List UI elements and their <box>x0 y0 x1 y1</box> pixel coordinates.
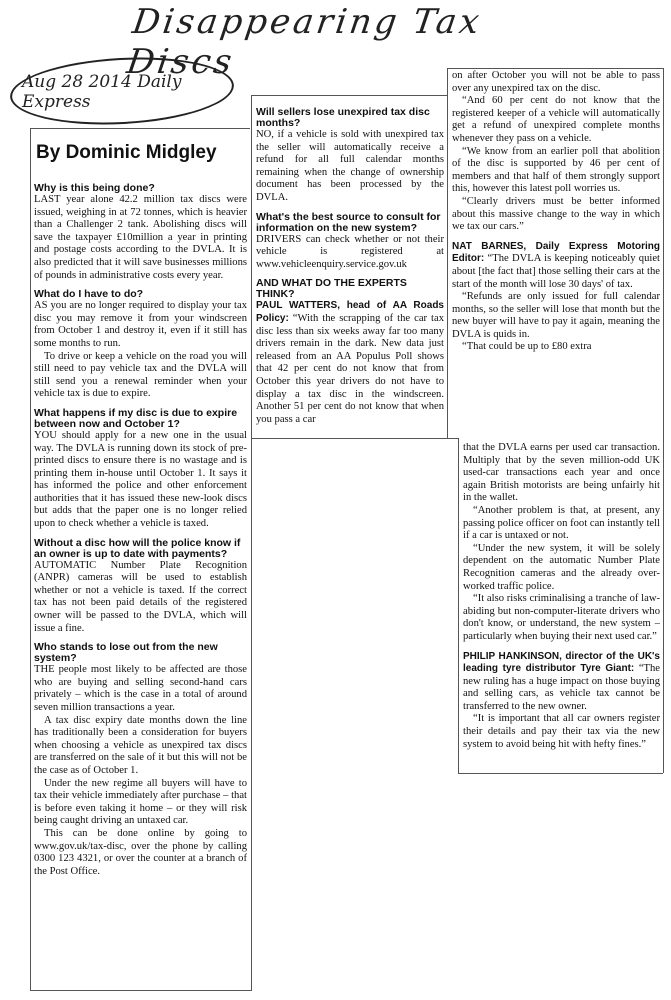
barnes-lead: NAT BARNES, Daily Express Motoring Editor: <box>452 240 660 265</box>
body-paragraph: “Clearly drivers must be better informed about this massive change to the way in which we tax our cars.” <box>452 195 660 233</box>
mid-rule-right <box>458 438 459 773</box>
hankinson-lead: PHILIP HANKINSON, director of the UK's leading tyre distributor Tyre Giant: <box>463 650 660 675</box>
handwritten-date: Aug 28 2014 Daily Express <box>22 72 182 112</box>
body-paragraph: “And 60 per cent do not know that the registered keeper of a vehicle will automatically get a refund of unexpired complete months whenever they pass on a vehicle. <box>452 95 660 144</box>
column-4 <box>463 442 660 770</box>
answer-paragraph: NO, if a vehicle is sold with unexpired tax the seller will automatically receive a refund for all full calendar months remaining when the change of ownership document has been processed by the DVLA. <box>256 129 444 203</box>
watters-lead: PAUL WATTERS, head of AA Roads Policy: <box>256 300 444 324</box>
column-divider-2 <box>447 68 448 438</box>
answer-paragraph: YOU should apply for a new one in the usual way. The DVLA is running down its stock of pre-printed discs to ensure there is no wastage and is printing them in-house until October 1. It says it has informed the police and other enforcement authorities that it has issued these new-look discs but adds that the paper one is no longer relied upon to check whether a vehicle is taxed. <box>34 429 247 530</box>
hankinson-paragraphs <box>463 713 660 751</box>
clipping-top-rule-2 <box>251 95 447 96</box>
body-paragraph: “It also risks criminalising a tranche of law-abiding but non-computer-literate drivers who don't know, or understand, the new system – particularly when buying their next used car.” <box>463 593 660 642</box>
answer-paragraph: LAST year alone 42.2 million tax discs were issued, weighing in at 72 tonnes, which is heavier than a Challenger 2 tank. Abolishing discs will save the taxpayer £10million a year in printing and postage costs according to the DVLA. It is also predicted that it will save businesses millions of pounds in administrative costs every year. <box>34 194 247 281</box>
question-heading: What's the best source to consult for information on the new system? <box>256 210 441 234</box>
bottom-right-rule <box>458 773 663 774</box>
barnes-quote <box>452 241 660 291</box>
body-paragraph: “Refunds are only issued for full calendar months, so the seller will lose that month but the new buyer will have to pay it again, meaning the DVLA is quids in. <box>452 291 660 340</box>
hankinson-quote <box>463 651 660 714</box>
column-divider-1 <box>251 95 252 990</box>
col3-paragraphs <box>452 70 660 234</box>
barnes-first: “The DVLA is keeping noticeably quiet about [the fact that] those selling their cars at the start of the month will lose 30 days' of tax. <box>452 253 660 290</box>
barnes-paragraphs <box>452 291 660 354</box>
question-heading: What do I have to do? <box>34 288 144 301</box>
body-paragraph: “Under the new system, it will be solely dependent on the automatic Number Plate Recognition cameras and the already over-worked traffic police. <box>463 542 660 592</box>
answer-paragraph: AUTOMATIC Number Plate Recognition (ANPR) cameras will be used to establish whether or not a vehicle is taxed. If the correct tax has not been paid details of the registered owner will be passed to the DVLA, which will issue a fine. <box>34 559 247 634</box>
byline-text: By Dominic Midgley <box>36 142 217 163</box>
body-paragraph: “It is important that all car owners register their details and pay their tax via the new system to avoid being hit with hefty fines.” <box>463 713 660 750</box>
hankinson-first: “The new ruling has a huge impact on those buying and selling cars, as vehicle tax cannot be transferred to the new owner. <box>463 663 660 712</box>
answer-paragraph: THE people most likely to be affected are those who are buying and selling second-hand cars privately – which is the case in a total of around seven million transactions a year. <box>34 664 247 713</box>
clipping-top-rule-3 <box>447 68 663 69</box>
qa-sections-col2 <box>256 107 444 271</box>
mid-rule <box>251 438 458 439</box>
handwritten-title: Disappearing Tax Discs <box>124 2 485 82</box>
question-heading: Will sellers lose unexpired tax disc months? <box>256 106 430 129</box>
body-paragraph: “That could be up to £80 extra <box>462 341 592 353</box>
watters-text: “With the scrapping of the car tax disc less than six weeks away far too many drivers remain in the dark. New data just released from an AA Populus Poll shows that 42 per cent do not know that from October this year drivers do not have to display a tax disc in the windscreen. Another 51 per cent do not know that when you pass a car <box>256 312 444 425</box>
right-rule <box>663 68 664 773</box>
answer-paragraph: Under the new regime all buyers will have to tax their vehicle immediately after purchase – that is before even taking it home – or they will risk being caught driving an untaxed car. <box>34 777 247 827</box>
body-paragraph: on after October you will not be able to pass over any unexpired tax on the disc. <box>452 70 660 94</box>
column-1 <box>34 176 247 986</box>
body-paragraph: “We know from an earlier poll that abolition of the disc is supported by 46 per cent of members and that half of them strongly support this, however this latest poll worries us. <box>452 145 660 195</box>
question-heading: Without a disc how will the police know if an owner is up to date with payments? <box>34 536 241 560</box>
answer-paragraph: DRIVERS can check whether or not their vehicle is registered at www.vehicleenquiry.service.gov.uk <box>256 233 444 270</box>
column-2 <box>256 100 444 435</box>
question-heading: Who stands to lose out from the new system? <box>34 641 218 665</box>
col4-paragraphs <box>463 442 660 644</box>
qa-sections <box>34 183 247 878</box>
body-paragraph: “Another problem is that, at present, any passing police officer on foot can instantly tell if a car is untaxed or not. <box>463 504 660 542</box>
question-heading: Why is this being done? <box>34 182 155 194</box>
answer-paragraph: A tax disc expiry date months down the line has traditionally been a consideration for buyers when choosing a vehicle as unexpired tax discs are transferred on the sale of it but this will not be the case as of October 1. <box>34 714 247 776</box>
experts-heading: AND WHAT DO THE EXPERTS THINK? <box>256 277 407 301</box>
byline <box>36 142 248 164</box>
body-paragraph: that the DVLA earns per used car transaction. Multiply that by the seven million-odd UK used-car transactions each year and once again British motorists are being unfairly hit in the wallet. <box>463 442 660 504</box>
answer-paragraph: AS you are no longer required to display your tax disc you may remove it from your windscreen from October 1 and destroy it, even if it still has some months to run. <box>34 300 247 349</box>
answer-paragraph: To drive or keep a vehicle on the road you will still need to pay vehicle tax and the DVLA will still send you a renewal reminder when your vehicle tax is due to expire. <box>34 350 247 400</box>
question-heading: What happens if my disc is due to expire between now and October 1? <box>34 406 238 430</box>
clipping-top-rule <box>30 128 250 129</box>
clipping-left-rule <box>30 128 31 990</box>
clipping-bottom-rule <box>30 990 252 991</box>
watters-quote <box>256 300 444 426</box>
column-3 <box>452 70 660 436</box>
answer-paragraph: This can be done online by going to www.gov.uk/tax-disc, over the phone by calling 0300 123 4321, or over the counter at a branch of the Post Office. <box>34 827 247 877</box>
